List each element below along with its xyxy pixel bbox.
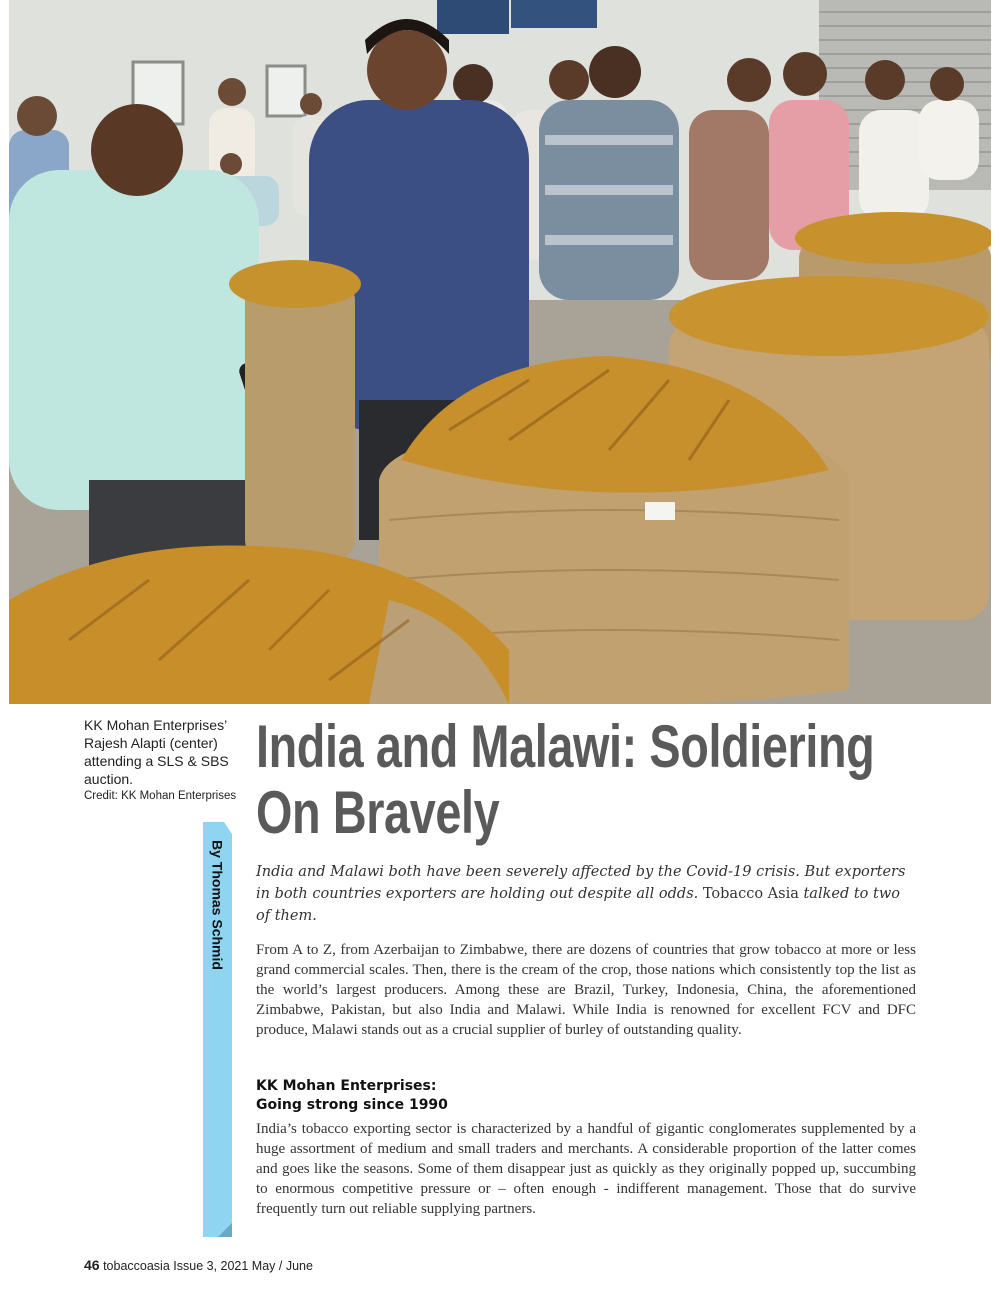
standfirst-text: India and Malawi both have been severely affected by the Covid-19 crisis. But exporters in both countries exporters are holding out despite all odds. [256, 864, 906, 902]
article-headline [256, 713, 875, 846]
author-byline: By Thomas Schmid [209, 840, 226, 970]
display-screen [511, 0, 597, 28]
publication-name: Tobacco Asia [702, 886, 799, 902]
page-number: 46 [84, 1257, 100, 1273]
subhead-line-2: Going strong since 1990 [256, 1097, 448, 1113]
page-footer [84, 1257, 313, 1273]
body-paragraph-2: India’s tobacco exporting sector is characterized by a handful of gigantic conglomerates supplemented by a huge assortment of medium and small traders and merchants. A considerable proportion of the latter comes and goes like the seasons. Some of them disappear just as quickly as they originally popped up, succumbing to enormous competitive pressure or – often enough - indifferent management. Those that do survive frequently turn out reliable supplying partners. [256, 1121, 916, 1217]
photo-credit: Credit: KK Mohan Enterprises [84, 790, 237, 802]
display-screen [437, 0, 509, 34]
photo-caption [84, 716, 244, 804]
standfirst-text-end: talked to two of them. [256, 886, 900, 924]
caption-text: KK Mohan Enterprises’ Rajesh Alapti (center) attending a SLS & SBS auction. [84, 717, 229, 787]
headline-line-1: India and Malawi: Soldiering [256, 713, 875, 780]
section-subhead [256, 1077, 656, 1115]
article-standfirst [256, 861, 916, 927]
byline-bar-fold-top [224, 822, 232, 834]
hero-photo [9, 0, 991, 704]
auction-scene-illustration [9, 0, 991, 704]
subhead-line-1: KK Mohan Enterprises: [256, 1078, 437, 1094]
byline-bar-fold-bottom [218, 1223, 232, 1237]
magazine-name: tobaccoasia [103, 1259, 170, 1273]
body-paragraph-1: From A to Z, from Azerbaijan to Zimbabwe, there are dozens of countries that grow tobacco at more or less grand commercial scales. Then, there is the cream of the crop, those nations which consistently top the list as the world’s largest producers. Among these are Brazil, Turkey, Indonesia, China, the aforementioned Zimbabwe, Pakistan, but also India and Malawi. While India is renowned for excellent FCV and DFC produce, Malawi stands out as a crucial supplier of burley of outstanding quality. [256, 942, 916, 1038]
headline-line-2: On Bravely [256, 779, 500, 846]
issue-info: Issue 3, 2021 May / June [173, 1259, 313, 1273]
